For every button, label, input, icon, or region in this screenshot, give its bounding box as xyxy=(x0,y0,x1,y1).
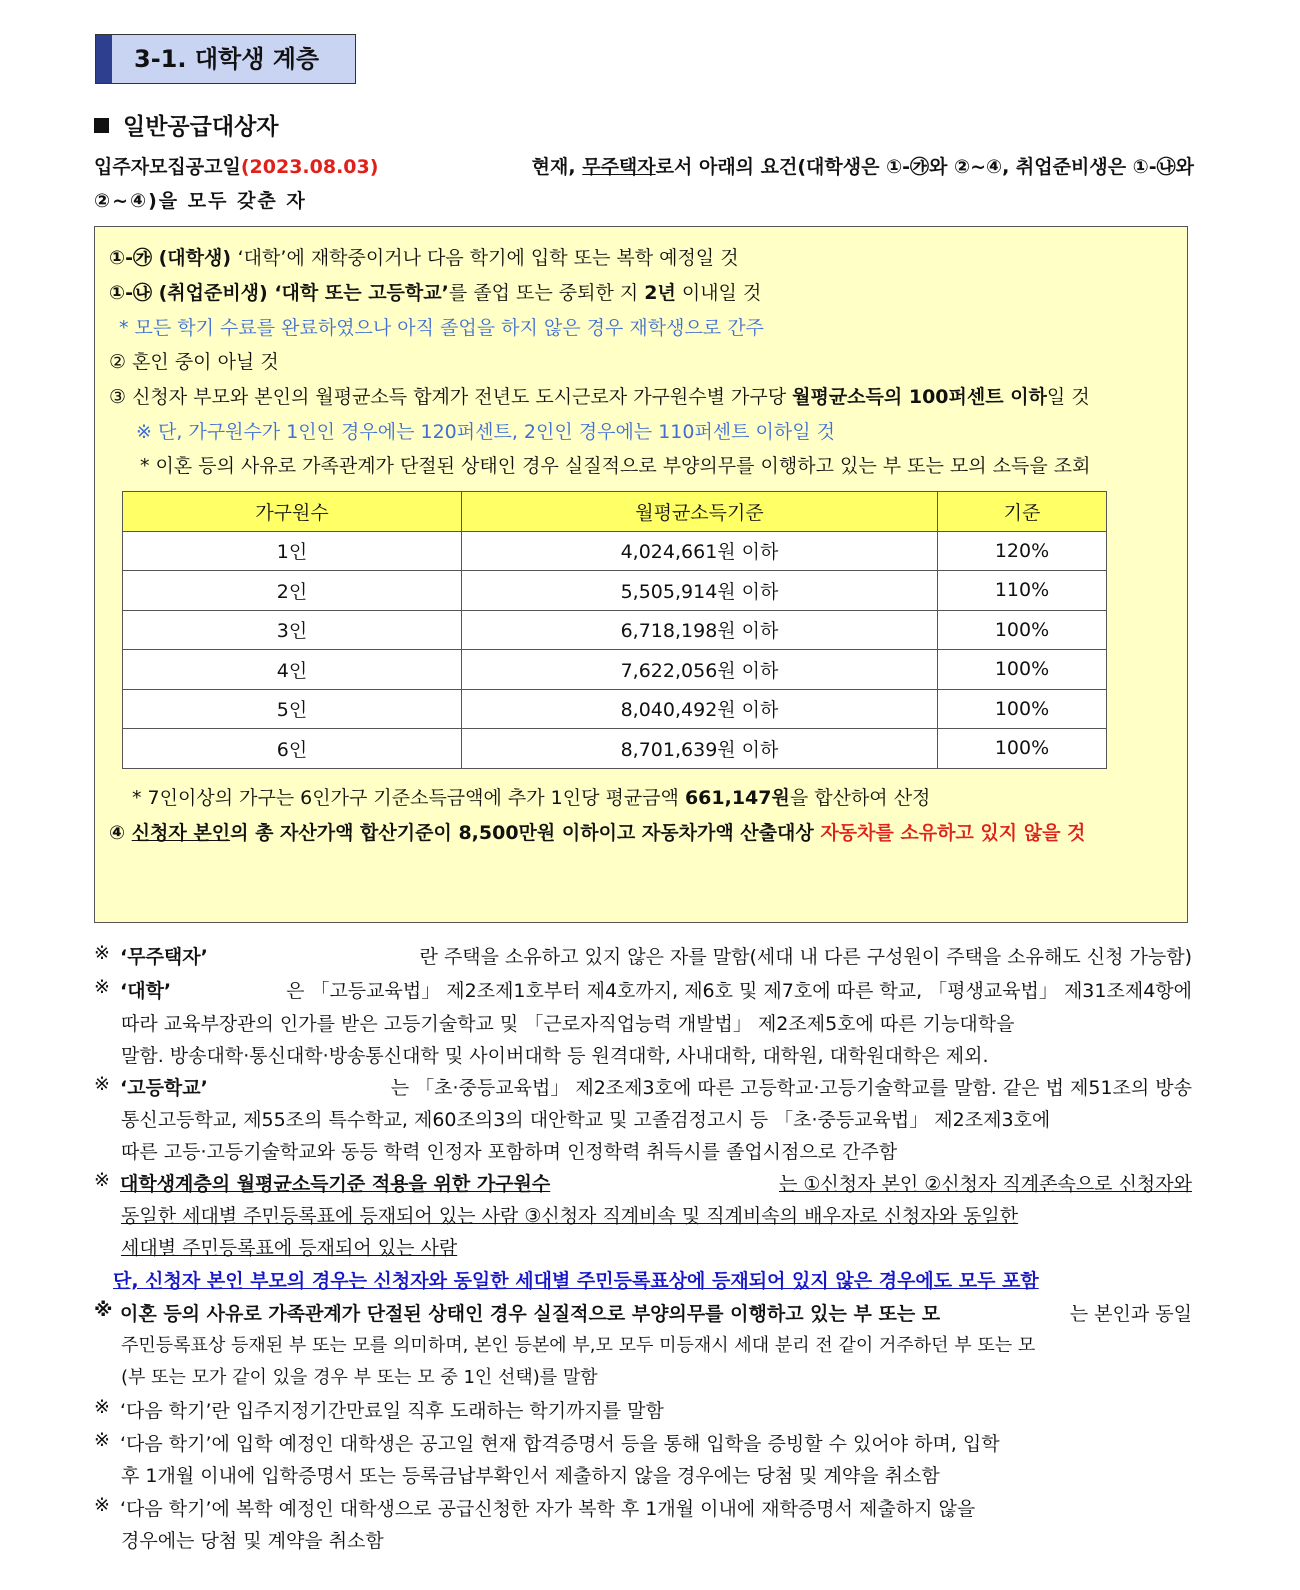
req-note-3: * 이혼 등의 사유로 가족관계가 단절된 상태인 경우 실질적으로 부양의무를 이행하고 있는 부 또는 모의 소득을 조회 xyxy=(140,455,1091,477)
table-row: 6인 8,701,639원 이하 100% xyxy=(123,729,1107,769)
square-bullet-icon xyxy=(94,118,109,133)
req-3: ③ 신청자 부모와 본인의 월평균소득 합계가 전년도 도시근로자 가구원수별 가구당 월평균소득의 100퍼센트 이하일 것 xyxy=(109,386,1090,408)
notice-date: (2023.08.03) xyxy=(240,156,379,178)
header-household: 가구원수 xyxy=(123,492,462,532)
note-high-school-line-2: 통신고등학교, 제55조의 특수학교, 제60조의3의 대안학교 및 고졸검정고시 등 「초·중등교육법」 제2조제3호에 xyxy=(121,1109,1051,1131)
intro-line-2: ②~④)을 모두 갖춘 자 xyxy=(94,190,307,212)
table-row: 2인 5,505,914원 이하 110% xyxy=(123,571,1107,611)
table-row: 1인 4,024,661원 이하 120% xyxy=(123,531,1107,571)
header-ratio: 기준 xyxy=(938,492,1107,532)
req-4: ④ 신청자 본인의 총 자산가액 합산기준이 8,500만원 이하이고 자동차가액 산출대상 자동차를 소유하고 있지 않을 것 xyxy=(109,822,1086,844)
section-subtitle: 일반공급대상자 xyxy=(94,108,279,141)
intro-part: 입주자모집공고일(2023.08.03) xyxy=(94,156,379,178)
table-row: 3인 6,718,198원 이하 100% xyxy=(123,610,1107,650)
reference-mark-icon: ※ xyxy=(94,1169,110,1191)
req-1b: ①-㉯ (취업준비생) ‘대학 또는 고등학교’를 졸업 또는 중퇴한 지 2년 이내일 것 xyxy=(109,282,762,304)
note-readmission-line-2: 경우에는 당첨 및 계약을 취소함 xyxy=(121,1530,384,1552)
note-admission-line-2: 후 1개월 이내에 입학증명서 또는 등록금납부확인서 제출하지 않을 경우에는 당첨 및 계약을 취소함 xyxy=(121,1465,940,1487)
table-header-row xyxy=(123,492,1107,532)
section-title: 3-1. 대학생 계층 xyxy=(134,45,320,73)
req-2: ② 혼인 중이 아닐 것 xyxy=(109,351,279,373)
note-household-line-2: 동일한 세대별 주민등록표에 등재되어 있는 사람 ③신청자 직계비속 및 직계비속의 배우자로 신청자와 동일한 xyxy=(121,1205,1019,1227)
note-high-school-line-3: 따른 고등·고등기술학교와 동등 학력 인정자 포함하며 인정학력 취득시를 졸업시점으로 간주함 xyxy=(121,1141,898,1163)
req-note-2: ※ 단, 가구원수가 1인인 경우에는 120퍼센트, 2인인 경우에는 110퍼센트 이하일 것 xyxy=(136,421,836,443)
note-divorce-line-3: (부 또는 모가 같이 있을 경우 부 또는 모 중 1인 선택)를 말함 xyxy=(121,1367,598,1388)
reference-mark-icon: ※ xyxy=(94,1494,110,1516)
req-note-4: * 7인이상의 가구는 6인가구 기준소득금액에 추가 1인당 평균금액 661,147원을 합산하여 산정 xyxy=(132,787,931,809)
note-university-line-2: 따라 교육부장관의 인가를 받은 고등기술학교 및 「근로자직업능력 개발법」 제2조제5호에 따른 기능대학을 xyxy=(121,1013,1015,1035)
header-income: 월평균소득기준 xyxy=(462,492,938,532)
reference-mark-icon: ※ xyxy=(94,942,110,964)
intro-line-1 xyxy=(94,152,1194,179)
table-row: 5인 8,040,492원 이하 100% xyxy=(123,689,1107,729)
no-house-term: 무주택자 xyxy=(582,156,656,178)
req-1a: ①-㉮ (대학생) ‘대학’에 재학중이거나 다음 학기에 입학 또는 복학 예정일 것 xyxy=(109,247,739,269)
title-accent-bar xyxy=(96,35,112,83)
table-row: 4인 7,622,056원 이하 100% xyxy=(123,650,1107,690)
reference-mark-icon: ※ xyxy=(94,1396,110,1418)
note-divorce-line-2: 주민등록표상 등재된 부 또는 모를 의미하며, 본인 등본에 부,모 모두 미등재시 세대 분리 전 같이 거주하던 부 또는 모 xyxy=(121,1335,1036,1356)
req-note-1: * 모든 학기 수료를 완료하였으나 아직 졸업을 하지 않은 경우 재학생으로 간주 xyxy=(119,317,764,339)
note-household-line-3: 세대별 주민등록표에 등재되어 있는 사람 xyxy=(121,1237,458,1259)
reference-mark-icon: ※ xyxy=(94,976,110,998)
reference-mark-icon: ※ xyxy=(94,1429,110,1451)
section-title-box xyxy=(95,34,356,84)
income-table xyxy=(122,491,1107,769)
reference-mark-icon: ※ xyxy=(94,1299,113,1321)
note-household-parents: 단, 신청자 본인 부모의 경우는 신청자와 동일한 세대별 주민등록표상에 등재되어 있지 않은 경우에도 모두 포함 xyxy=(113,1270,1039,1292)
intro-part: 현재, 무주택자로서 아래의 요건(대학생은 ①-㉮와 ②~④, 취업준비생은 ①-㉯와 xyxy=(531,156,1194,178)
reference-mark-icon: ※ xyxy=(94,1073,110,1095)
note-university-line-3: 말함. 방송대학·통신대학·방송통신대학 및 사이버대학 등 원격대학, 사내대학, 대학원, 대학원대학은 제외. xyxy=(121,1045,989,1067)
